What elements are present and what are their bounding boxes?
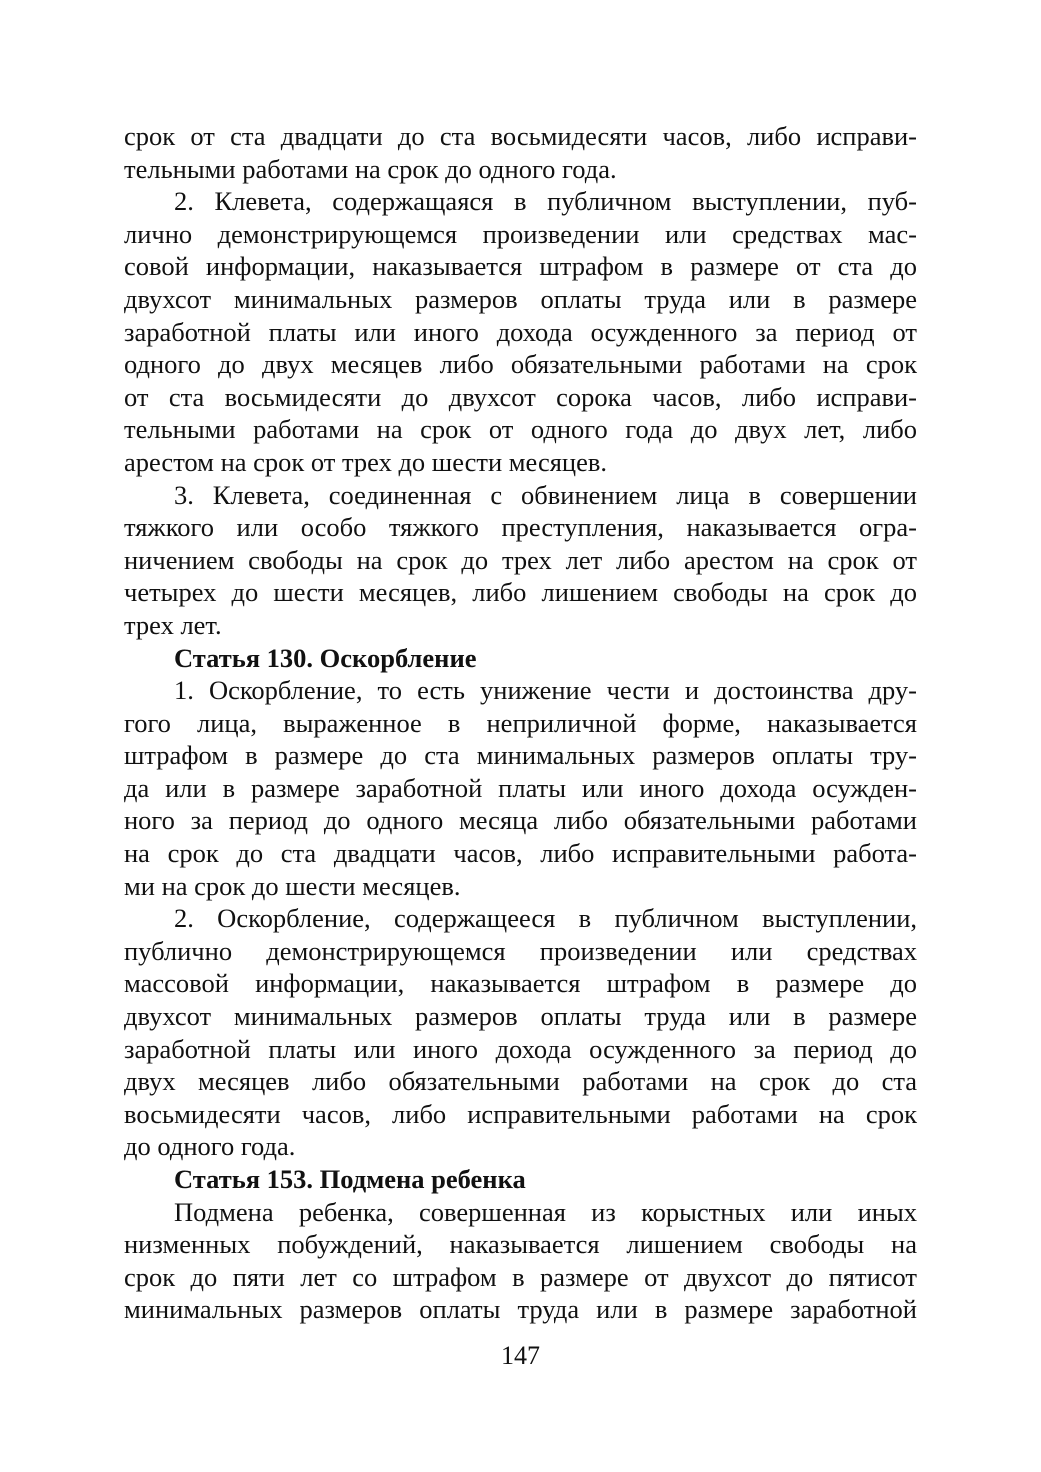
text-line: ничением свободы на срок до трех лет либо арестом на срок от — [124, 544, 917, 575]
text-line: штрафом в размере до ста минимальных размеров оплаты тру- — [124, 740, 917, 771]
text-line: срок до пяти лет со штрафом в размере от двухсот до пятисот — [124, 1261, 917, 1292]
text-line: лично демонстрирующемся произведении или средствах мас- — [124, 218, 917, 249]
text-line: массовой информации, наказывается штрафом в размере до — [124, 968, 917, 999]
text-line: гого лица, выраженное в неприличной форме, наказывается — [124, 707, 917, 738]
text-line: срок от ста двадцати до ста восьмидесяти часов, либо исправи- — [124, 121, 917, 151]
text-line: арестом на срок от трех до шести месяцев. — [124, 446, 608, 477]
text-line: Подмена ребенка, совершенная из корыстных или иных — [174, 1196, 917, 1227]
text-line: 2. Клевета, содержащаяся в публичном выступлении, пуб- — [174, 186, 917, 217]
text-line: двухсот минимальных размеров оплаты труда или в размере — [124, 1001, 917, 1032]
text-line: 3. Клевета, соединенная с обвинением лица в совершении — [174, 479, 917, 510]
text-line: публично демонстрирующемся произведении или средствах — [124, 935, 917, 966]
text-line: тяжкого или особо тяжкого преступления, наказывается огра- — [124, 512, 917, 543]
text-line: тельными работами на срок до одного года. — [124, 153, 617, 184]
text-line: совой информации, наказывается штрафом в размере от ста до — [124, 251, 917, 282]
text-line: одного до двух месяцев либо обязательными работами на срок — [124, 349, 917, 380]
text-line: минимальных размеров оплаты труда или в размере заработной — [124, 1294, 917, 1325]
text-line: на срок до ста двадцати часов, либо исправительными работа- — [124, 838, 917, 869]
text-line: низменных побуждений, наказывается лишением свободы на — [124, 1229, 917, 1260]
text-line: от ста восьмидесяти до двухсот сорока часов, либо исправи- — [124, 381, 917, 412]
text-line: ми на срок до шести месяцев. — [124, 870, 461, 901]
text-line: восьмидесяти часов, либо исправительными работами на срок — [124, 1098, 917, 1129]
text-line: четырех до шести месяцев, либо лишением свободы на срок до — [124, 577, 917, 608]
text-line: 1. Оскорбление, то есть унижение чести и достоинства дру- — [174, 675, 917, 706]
page-body — [124, 120, 917, 1326]
text-line: до одного года. — [124, 1131, 296, 1162]
article-heading: Статья 130. Оскорбление — [174, 642, 477, 673]
article-heading: Статья 153. Подмена ребенка — [174, 1164, 526, 1194]
text-line: 2. Оскорбление, содержащееся в публичном выступлении, — [174, 903, 917, 934]
text-line: заработной платы или иного дохода осужденного за период до — [124, 1033, 917, 1064]
page-number: 147 — [501, 1341, 540, 1370]
text-line: да или в размере заработной платы или иного дохода осужден- — [124, 772, 917, 803]
text-line: двух месяцев либо обязательными работами на срок до ста — [124, 1066, 917, 1097]
text-line: тельными работами на срок от одного года до двух лет, либо — [124, 414, 917, 445]
text-line: двухсот минимальных размеров оплаты труда или в размере — [124, 283, 917, 314]
text-line: заработной платы или иного дохода осужденного за период от — [124, 316, 917, 347]
text-line: ного за период до одного месяца либо обязательными работами — [124, 805, 917, 836]
text-line: трех лет. — [124, 609, 222, 640]
